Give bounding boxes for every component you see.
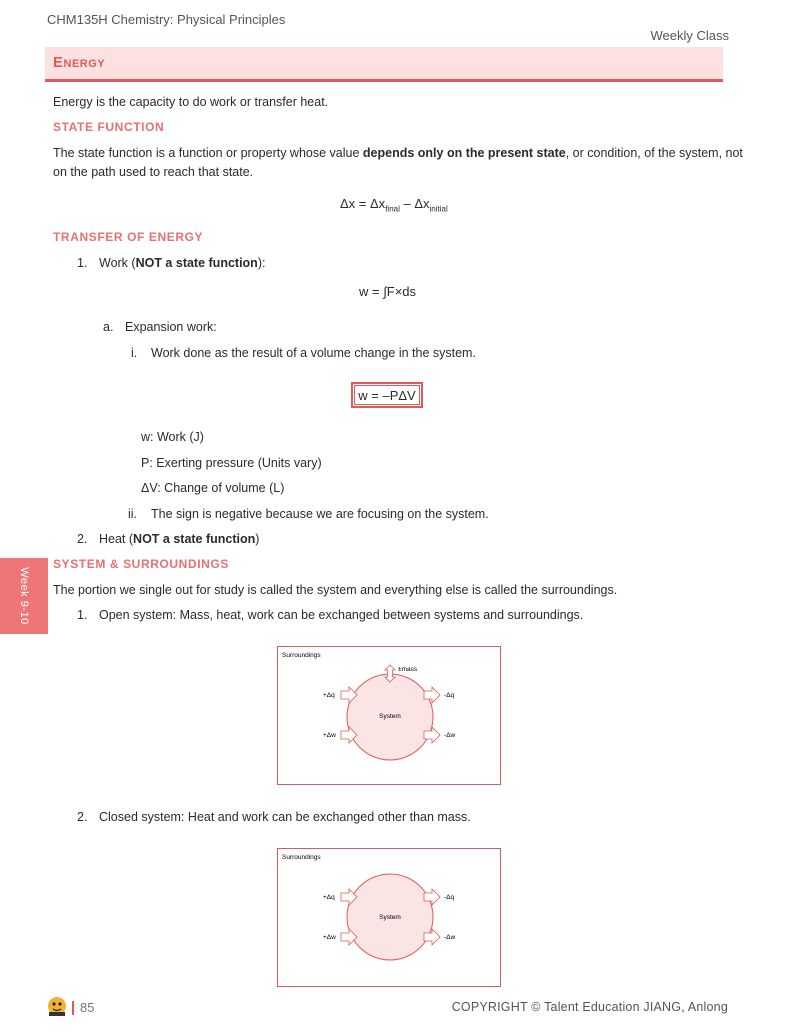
week-side-tab-label: Week 9-10: [18, 567, 30, 625]
state-function-line2: on the path used to reach that state.: [53, 165, 254, 179]
week-side-tab: [0, 558, 48, 634]
surroundings-label: Surroundings: [282, 854, 321, 861]
sub-ii-text: The sign is negative because we are focusing on the system.: [151, 507, 489, 521]
state-function-heading: STATE FUNCTION: [53, 120, 165, 134]
section-title-rule: [45, 79, 723, 82]
transfer-item2: [99, 529, 259, 549]
state-function-line1: [53, 143, 743, 163]
system-label: System: [379, 914, 401, 921]
surroundings-label: Surroundings: [282, 652, 321, 659]
system-intro: The portion we single out for study is called the system and everything else is called the surroundings.: [53, 583, 618, 597]
section-title-band: [45, 47, 723, 79]
copyright-text: COPYRIGHT © Talent Education JIANG, Anlong: [451, 1000, 728, 1014]
definition-pressure: P: Exerting pressure (Units vary): [141, 456, 322, 470]
eq-lhs: Δx = Δx: [340, 196, 386, 211]
boxed-equation: [351, 382, 423, 408]
state-function-text-b: , or condition, of the system, not: [565, 146, 743, 160]
transfer-item1-number: 1.: [77, 256, 88, 270]
item1-text-a: Work (: [99, 256, 136, 270]
definition-work: w: Work (J): [141, 430, 204, 444]
system-item2-number: 2.: [77, 810, 88, 824]
sub-a-text: Expansion work:: [125, 320, 217, 334]
mass-label: ±mass: [398, 666, 418, 673]
item1-bold: NOT a state function: [135, 256, 258, 270]
closed-system-diagram: [277, 848, 501, 987]
open-system-diagram: [277, 646, 501, 785]
heat-out-label: -Δq: [444, 894, 455, 901]
transfer-item1: [99, 253, 265, 273]
header-right-label: Weekly Class: [650, 28, 729, 43]
eq-sub-initial: initial: [429, 204, 448, 214]
page-number: 85: [80, 1000, 95, 1015]
work-out-label: -Δw: [444, 934, 456, 941]
transfer-item2-number: 2.: [77, 532, 88, 546]
heat-in-label: +Δq: [323, 692, 335, 699]
item1-text-b: ):: [257, 256, 266, 270]
transfer-heading: TRANSFER OF ENERGY: [53, 230, 204, 244]
state-function-bold: depends only on the present state: [362, 146, 566, 160]
work-in-label: +Δw: [323, 934, 336, 941]
definition-volume: ΔV: Change of volume (L): [141, 481, 285, 495]
course-title: CHM135H Chemistry: Physical Principles: [47, 12, 286, 27]
section-title: Energy: [53, 54, 106, 71]
work-equation: w = ∫F×ds: [359, 284, 417, 299]
work-in-label: +Δw: [323, 732, 336, 739]
mascot-logo-icon: [46, 995, 68, 1017]
eq-sub-final: final: [385, 204, 400, 214]
item2-text-a: Heat (: [99, 532, 134, 546]
heat-out-label: -Δq: [444, 692, 455, 699]
system-label: System: [379, 713, 401, 720]
sub-a-number: a.: [103, 320, 114, 334]
system-heading: SYSTEM & SURROUNDINGS: [53, 557, 229, 571]
state-function-text-a: The state function is a function or property whose value: [53, 146, 363, 160]
system-item2: Closed system: Heat and work can be exchanged other than mass.: [99, 810, 471, 824]
work-out-label: -Δw: [444, 732, 456, 739]
eq-mid: – Δx: [399, 196, 430, 211]
footer-divider: [72, 1001, 74, 1015]
system-item1: Open system: Mass, heat, work can be exchanged between systems and surroundings.: [99, 608, 584, 622]
state-function-equation: [340, 196, 448, 214]
item2-text-b: ): [255, 532, 260, 546]
system-item1-number: 1.: [77, 608, 88, 622]
sub-i-number: i.: [131, 346, 138, 360]
boxed-equation-text: w = –PΔV: [354, 385, 420, 405]
heat-in-label: +Δq: [323, 894, 335, 901]
sub-i-text: Work done as the result of a volume change in the system.: [151, 346, 476, 360]
item2-bold: NOT a state function: [133, 532, 256, 546]
sub-ii-number: ii.: [128, 507, 138, 521]
intro-text: Energy is the capacity to do work or transfer heat.: [53, 95, 329, 109]
